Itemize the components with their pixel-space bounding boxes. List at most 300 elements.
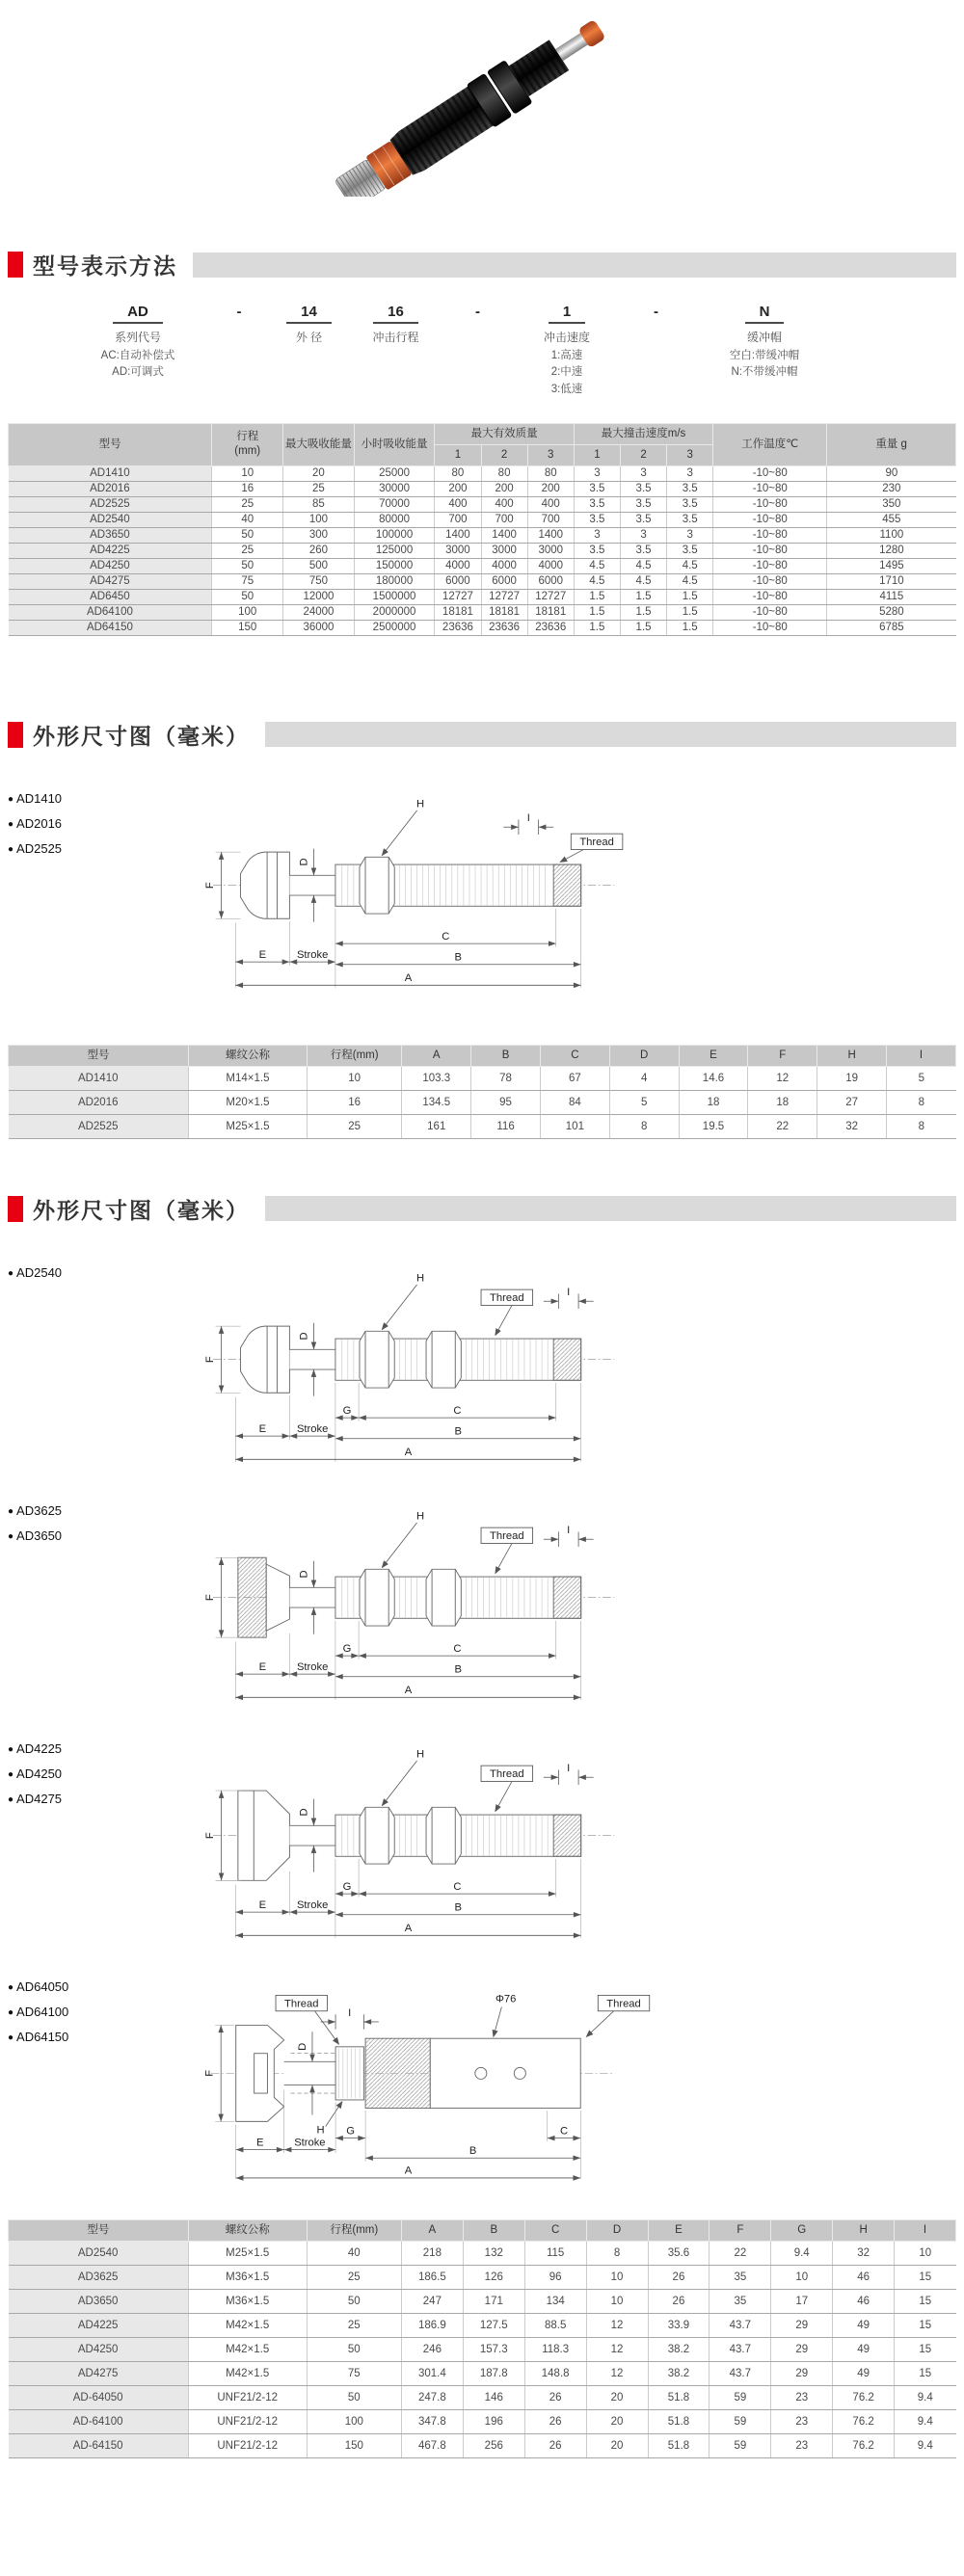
model-cell: AD1410 bbox=[9, 465, 212, 481]
table-row bbox=[9, 2337, 956, 2361]
value-cell: 50 bbox=[212, 558, 283, 573]
model-cell: AD2016 bbox=[9, 1090, 189, 1114]
table-row bbox=[9, 604, 956, 620]
value-cell: 2000000 bbox=[354, 604, 435, 620]
model-cell: AD64100 bbox=[9, 604, 212, 620]
code-notes: 1:高速 2:中速 3:低速 bbox=[550, 350, 583, 395]
value-cell: 350 bbox=[827, 496, 956, 512]
column-header: E bbox=[648, 2219, 710, 2241]
dim-label-stroke: Stroke bbox=[296, 1422, 329, 1435]
drawing-block-1 bbox=[8, 785, 956, 998]
dim-table-1 bbox=[8, 1045, 956, 1139]
drawing2-model-list bbox=[8, 1265, 114, 1290]
column-header: C bbox=[540, 1045, 609, 1066]
dim-label-H: H bbox=[415, 1748, 425, 1761]
value-cell: 88.5 bbox=[524, 2313, 586, 2337]
value-cell: 16 bbox=[212, 481, 283, 496]
column-header: D bbox=[609, 1045, 679, 1066]
column-header: I bbox=[887, 1045, 956, 1066]
value-cell: -10~80 bbox=[713, 543, 827, 558]
value-cell: 3 bbox=[574, 465, 620, 481]
dim-label-H: H bbox=[415, 798, 425, 810]
absorber-outline bbox=[238, 1791, 581, 1880]
dim-label-B: B bbox=[454, 1424, 463, 1437]
value-cell: 23 bbox=[771, 2433, 833, 2457]
value-cell: 134 bbox=[524, 2289, 586, 2313]
value-cell: 36000 bbox=[283, 620, 355, 635]
value-cell: 1.5 bbox=[667, 620, 713, 635]
value-cell: 103.3 bbox=[402, 1066, 471, 1090]
col-sub-5: 2 bbox=[620, 444, 666, 465]
section-title: 外形尺寸图（毫米） bbox=[33, 723, 250, 749]
value-cell: 3.5 bbox=[620, 512, 666, 527]
model-cell: AD6450 bbox=[9, 589, 212, 604]
value-cell: 115 bbox=[524, 2241, 586, 2265]
section-dimensions-2 bbox=[8, 1193, 956, 1225]
section-marker-icon bbox=[8, 252, 23, 278]
dim-label-D: D bbox=[298, 1570, 310, 1579]
value-cell: 40 bbox=[307, 2241, 401, 2265]
column-header: F bbox=[748, 1045, 817, 1066]
value-cell: 148.8 bbox=[524, 2361, 586, 2385]
table-row bbox=[9, 496, 956, 512]
dim-label-A: A bbox=[404, 1446, 413, 1458]
dimension-drawing-ad1410-group bbox=[127, 785, 677, 998]
value-cell: 25 bbox=[307, 1114, 401, 1138]
dim-label-I: I bbox=[567, 1524, 571, 1536]
value-cell: 101 bbox=[540, 1114, 609, 1138]
value-cell: 3 bbox=[667, 527, 713, 543]
dimension-drawing-ad3650-group bbox=[127, 1498, 677, 1711]
table-row bbox=[9, 1114, 956, 1138]
value-cell: 29 bbox=[771, 2337, 833, 2361]
value-cell: 700 bbox=[481, 512, 527, 527]
value-cell: 400 bbox=[435, 496, 481, 512]
value-cell: 78 bbox=[471, 1066, 541, 1090]
value-cell: 59 bbox=[710, 2433, 771, 2457]
absorber-outline bbox=[236, 2025, 581, 2121]
column-header: C bbox=[524, 2219, 586, 2241]
value-cell: -10~80 bbox=[713, 481, 827, 496]
value-cell: 25 bbox=[212, 543, 283, 558]
value-cell: 3 bbox=[667, 465, 713, 481]
value-cell: 6000 bbox=[481, 573, 527, 589]
dim-label-stroke: Stroke bbox=[296, 948, 329, 961]
dim-label-F: F bbox=[203, 1355, 216, 1363]
column-header: A bbox=[402, 1045, 471, 1066]
value-cell: 51.8 bbox=[648, 2409, 710, 2433]
model-cell: AD-64050 bbox=[9, 2385, 189, 2409]
value-cell: 246 bbox=[401, 2337, 463, 2361]
value-cell: 3.5 bbox=[574, 512, 620, 527]
dim-label-D: D bbox=[297, 2042, 309, 2051]
value-cell: 256 bbox=[463, 2433, 524, 2457]
col-stroke-line2: (mm) bbox=[234, 445, 261, 458]
value-cell: 24000 bbox=[283, 604, 355, 620]
column-header: 型号 bbox=[9, 1045, 189, 1066]
value-cell: 12 bbox=[586, 2337, 648, 2361]
dim-label-thread: Thread bbox=[284, 1998, 319, 2010]
dim-label-C: C bbox=[442, 930, 450, 943]
value-cell: 16 bbox=[307, 1090, 401, 1114]
value-cell: 1.5 bbox=[574, 620, 620, 635]
column-header: G bbox=[771, 2219, 833, 2241]
model-cell: AD2540 bbox=[9, 512, 212, 527]
model-code-part bbox=[514, 304, 620, 398]
value-cell: 116 bbox=[471, 1114, 541, 1138]
dim-label-I: I bbox=[348, 2006, 352, 2019]
dim-label-A: A bbox=[404, 971, 413, 984]
dim-label-A: A bbox=[404, 1684, 413, 1696]
dim-label-H: H bbox=[316, 2123, 325, 2136]
value-cell: 8 bbox=[609, 1114, 679, 1138]
value-cell: 200 bbox=[435, 481, 481, 496]
value-cell: 19.5 bbox=[679, 1114, 748, 1138]
col-sub-6: 3 bbox=[667, 444, 713, 465]
value-cell: 20 bbox=[586, 2433, 648, 2457]
value-cell: 18181 bbox=[435, 604, 481, 620]
value-cell: 150 bbox=[307, 2433, 401, 2457]
model-cell: AD4275 bbox=[9, 2361, 189, 2385]
value-cell: 3000 bbox=[435, 543, 481, 558]
value-cell: 300 bbox=[283, 527, 355, 543]
value-cell: 23 bbox=[771, 2385, 833, 2409]
table-row bbox=[9, 543, 956, 558]
value-cell: 8 bbox=[887, 1090, 956, 1114]
value-cell: 1.5 bbox=[620, 620, 666, 635]
model-bullet: ● AD2016 bbox=[8, 816, 114, 831]
value-cell: 80 bbox=[481, 465, 527, 481]
dim-label-B: B bbox=[454, 1662, 463, 1675]
value-cell: 9.4 bbox=[895, 2433, 956, 2457]
value-cell: 400 bbox=[481, 496, 527, 512]
drawing-block-5 bbox=[8, 1974, 956, 2194]
value-cell: -10~80 bbox=[713, 465, 827, 481]
value-cell: 70000 bbox=[354, 496, 435, 512]
table-row bbox=[9, 527, 956, 543]
col-sub-2: 2 bbox=[481, 444, 527, 465]
absorber-outline bbox=[238, 1557, 581, 1637]
value-cell: 43.7 bbox=[710, 2361, 771, 2385]
code-value: N bbox=[745, 304, 785, 324]
value-cell: 10 bbox=[771, 2265, 833, 2289]
dim-label-B: B bbox=[454, 1900, 463, 1913]
model-cell: AD3650 bbox=[9, 2289, 189, 2313]
dim-label-E: E bbox=[258, 1660, 267, 1673]
model-bullet: ● AD64150 bbox=[8, 2030, 114, 2044]
value-cell: 3.5 bbox=[667, 543, 713, 558]
dim-label-F: F bbox=[203, 1593, 216, 1601]
model-code-separator bbox=[442, 304, 514, 398]
dim-label-F: F bbox=[203, 2069, 216, 2077]
value-cell: 1.5 bbox=[574, 589, 620, 604]
dimension-drawing-ad2540 bbox=[127, 1260, 677, 1473]
dim-table-2 bbox=[8, 2219, 956, 2458]
value-cell: 29 bbox=[771, 2313, 833, 2337]
table-row bbox=[9, 2433, 956, 2457]
value-cell: 23636 bbox=[481, 620, 527, 635]
value-cell: 10 bbox=[586, 2289, 648, 2313]
column-header: H bbox=[833, 2219, 895, 2241]
dim-label-stroke: Stroke bbox=[296, 1660, 329, 1673]
value-cell: 4000 bbox=[435, 558, 481, 573]
value-cell: 50 bbox=[212, 527, 283, 543]
value-cell: 20 bbox=[586, 2409, 648, 2433]
value-cell: 15 bbox=[895, 2265, 956, 2289]
dim-label-I: I bbox=[567, 1286, 571, 1298]
value-cell: 80 bbox=[435, 465, 481, 481]
model-code-separator bbox=[210, 304, 268, 398]
table-row bbox=[9, 620, 956, 635]
value-cell: 1500000 bbox=[354, 589, 435, 604]
value-cell: 20 bbox=[283, 465, 355, 481]
value-cell: 76.2 bbox=[833, 2409, 895, 2433]
value-cell: 50 bbox=[307, 2385, 401, 2409]
value-cell: 400 bbox=[527, 496, 574, 512]
value-cell: 18 bbox=[748, 1090, 817, 1114]
dim-label-B: B bbox=[454, 951, 463, 964]
value-cell: 15 bbox=[895, 2361, 956, 2385]
drawing3-model-list bbox=[8, 1503, 114, 1554]
value-cell: 46 bbox=[833, 2265, 895, 2289]
value-cell: 27 bbox=[817, 1090, 887, 1114]
table-row bbox=[9, 1066, 956, 1090]
column-header: 行程(mm) bbox=[307, 1045, 401, 1066]
table-row bbox=[9, 589, 956, 604]
value-cell: 25 bbox=[283, 481, 355, 496]
value-cell: 40 bbox=[212, 512, 283, 527]
value-cell: 1400 bbox=[481, 527, 527, 543]
code-notes: 空白:带缓冲帽 N:不带缓冲帽 bbox=[729, 350, 800, 379]
model-code-part bbox=[350, 304, 442, 398]
value-cell: 150000 bbox=[354, 558, 435, 573]
value-cell: 100 bbox=[283, 512, 355, 527]
value-cell: 25 bbox=[212, 496, 283, 512]
value-cell: 12727 bbox=[481, 589, 527, 604]
value-cell: 50 bbox=[307, 2289, 401, 2313]
code-label: 系列代号 bbox=[114, 331, 161, 344]
value-cell: 3.5 bbox=[667, 481, 713, 496]
value-cell: 200 bbox=[481, 481, 527, 496]
table-row bbox=[9, 1090, 956, 1114]
value-cell: 4.5 bbox=[620, 573, 666, 589]
table-row bbox=[9, 465, 956, 481]
col-sub-3: 3 bbox=[527, 444, 574, 465]
value-cell: 46 bbox=[833, 2289, 895, 2313]
product-photo bbox=[8, 13, 956, 199]
model-bullet: ● AD3650 bbox=[8, 1528, 114, 1543]
value-cell: -10~80 bbox=[713, 512, 827, 527]
column-header: A bbox=[401, 2219, 463, 2241]
value-cell: 3.5 bbox=[667, 496, 713, 512]
value-cell: 6785 bbox=[827, 620, 956, 635]
value-cell: UNF21/2-12 bbox=[188, 2385, 307, 2409]
col-max-energy: 最大吸收能量 bbox=[283, 423, 355, 465]
value-cell: 43.7 bbox=[710, 2337, 771, 2361]
col-sub-1: 1 bbox=[435, 444, 481, 465]
value-cell: 18181 bbox=[481, 604, 527, 620]
model-bullet: ● AD4275 bbox=[8, 1792, 114, 1806]
model-cell: AD4275 bbox=[9, 573, 212, 589]
dim-label-thread: Thread bbox=[606, 1998, 641, 2010]
col-stroke bbox=[212, 423, 283, 465]
dim-label-stroke: Stroke bbox=[296, 1899, 329, 1911]
model-cell: AD-64150 bbox=[9, 2433, 189, 2457]
col-sub-4: 1 bbox=[574, 444, 620, 465]
value-cell: 17 bbox=[771, 2289, 833, 2313]
drawing-block-3 bbox=[8, 1498, 956, 1711]
value-cell: 12727 bbox=[527, 589, 574, 604]
value-cell: 23636 bbox=[527, 620, 574, 635]
dim-label-G: G bbox=[346, 2124, 355, 2137]
value-cell: 260 bbox=[283, 543, 355, 558]
value-cell: 126 bbox=[463, 2265, 524, 2289]
value-cell: 3000 bbox=[481, 543, 527, 558]
table-row bbox=[9, 2385, 956, 2409]
value-cell: 1100 bbox=[827, 527, 956, 543]
model-code-part bbox=[692, 304, 837, 398]
value-cell: 15 bbox=[895, 2289, 956, 2313]
value-cell: -10~80 bbox=[713, 573, 827, 589]
value-cell: -10~80 bbox=[713, 558, 827, 573]
value-cell: 18 bbox=[679, 1090, 748, 1114]
value-cell: 1.5 bbox=[620, 589, 666, 604]
column-header: 螺纹公称 bbox=[188, 1045, 307, 1066]
value-cell: 19 bbox=[817, 1066, 887, 1090]
value-cell: 4 bbox=[609, 1066, 679, 1090]
value-cell: 90 bbox=[827, 465, 956, 481]
value-cell: 6000 bbox=[527, 573, 574, 589]
value-cell: 33.9 bbox=[648, 2313, 710, 2337]
value-cell: 134.5 bbox=[402, 1090, 471, 1114]
value-cell: 1710 bbox=[827, 573, 956, 589]
value-cell: 3 bbox=[620, 465, 666, 481]
value-cell: 186.5 bbox=[401, 2265, 463, 2289]
value-cell: 15 bbox=[895, 2337, 956, 2361]
value-cell: 95 bbox=[471, 1090, 541, 1114]
value-cell: 127.5 bbox=[463, 2313, 524, 2337]
value-cell: 3.5 bbox=[620, 543, 666, 558]
dim-label-C: C bbox=[453, 1880, 462, 1893]
value-cell: 12000 bbox=[283, 589, 355, 604]
value-cell: 80000 bbox=[354, 512, 435, 527]
value-cell: 23636 bbox=[435, 620, 481, 635]
model-cell: AD3625 bbox=[9, 2265, 189, 2289]
column-header: 型号 bbox=[9, 2219, 189, 2241]
column-header: 行程(mm) bbox=[307, 2219, 401, 2241]
value-cell: 22 bbox=[748, 1114, 817, 1138]
value-cell: 5280 bbox=[827, 604, 956, 620]
value-cell: 4.5 bbox=[667, 573, 713, 589]
col-speed-group: 最大撞击速度m/s bbox=[574, 423, 712, 444]
value-cell: 96 bbox=[524, 2265, 586, 2289]
code-value: - bbox=[654, 304, 658, 320]
col-temp: 工作温度℃ bbox=[713, 423, 827, 465]
value-cell: UNF21/2-12 bbox=[188, 2433, 307, 2457]
model-cell: AD3650 bbox=[9, 527, 212, 543]
dim-label-thread: Thread bbox=[490, 1767, 524, 1780]
model-bullet: ● AD1410 bbox=[8, 791, 114, 806]
value-cell: 186.9 bbox=[401, 2313, 463, 2337]
col-stroke-line1: 行程 bbox=[236, 431, 259, 443]
value-cell: 196 bbox=[463, 2409, 524, 2433]
value-cell: 59 bbox=[710, 2385, 771, 2409]
value-cell: -10~80 bbox=[713, 496, 827, 512]
value-cell: 10 bbox=[895, 2241, 956, 2265]
dim-label-thread: Thread bbox=[490, 1529, 524, 1542]
code-value: - bbox=[475, 304, 480, 320]
section-model-method bbox=[8, 249, 956, 280]
model-cell: AD64150 bbox=[9, 620, 212, 635]
value-cell: 4.5 bbox=[574, 573, 620, 589]
dim-label-I: I bbox=[526, 811, 530, 824]
value-cell: 10 bbox=[307, 1066, 401, 1090]
value-cell: M36×1.5 bbox=[188, 2265, 307, 2289]
value-cell: UNF21/2-12 bbox=[188, 2409, 307, 2433]
value-cell: 51.8 bbox=[648, 2433, 710, 2457]
value-cell: 4.5 bbox=[620, 558, 666, 573]
value-cell: 15 bbox=[895, 2313, 956, 2337]
value-cell: 38.2 bbox=[648, 2337, 710, 2361]
model-cell: AD4225 bbox=[9, 543, 212, 558]
col-model: 型号 bbox=[9, 423, 212, 465]
value-cell: 26 bbox=[648, 2289, 710, 2313]
value-cell: 49 bbox=[833, 2361, 895, 2385]
value-cell: 10 bbox=[212, 465, 283, 481]
value-cell: 25 bbox=[307, 2313, 401, 2337]
section-marker-icon bbox=[8, 722, 23, 748]
dim-label-G: G bbox=[342, 1880, 352, 1893]
value-cell: 12 bbox=[586, 2361, 648, 2385]
dim-label-B: B bbox=[469, 2144, 477, 2157]
dimension-drawing-ad4250-group bbox=[127, 1736, 677, 1949]
value-cell: 1.5 bbox=[667, 604, 713, 620]
value-cell: 75 bbox=[212, 573, 283, 589]
value-cell: 700 bbox=[435, 512, 481, 527]
dim-label-H: H bbox=[415, 1272, 425, 1285]
value-cell: 1280 bbox=[827, 543, 956, 558]
code-notes: AC:自动补偿式 AD:可调式 bbox=[100, 350, 175, 379]
value-cell: 161 bbox=[402, 1114, 471, 1138]
model-bullet: ● AD4225 bbox=[8, 1741, 114, 1756]
value-cell: 3000 bbox=[527, 543, 574, 558]
value-cell: 26 bbox=[524, 2385, 586, 2409]
model-cell: AD2016 bbox=[9, 481, 212, 496]
value-cell: 30000 bbox=[354, 481, 435, 496]
section-dimensions-1 bbox=[8, 719, 956, 751]
value-cell: 9.4 bbox=[771, 2241, 833, 2265]
table-row bbox=[9, 573, 956, 589]
dim-label-D: D bbox=[298, 858, 310, 866]
code-value: 16 bbox=[373, 304, 418, 324]
value-cell: 85 bbox=[283, 496, 355, 512]
section-title: 型号表示方法 bbox=[33, 253, 177, 279]
dim-label-H: H bbox=[415, 1510, 425, 1523]
value-cell: M42×1.5 bbox=[188, 2361, 307, 2385]
absorber-photo-group bbox=[330, 13, 613, 197]
drawing1-model-list bbox=[8, 791, 114, 866]
value-cell: M42×1.5 bbox=[188, 2313, 307, 2337]
dim-label-thread: Thread bbox=[579, 836, 614, 848]
value-cell: 38.2 bbox=[648, 2361, 710, 2385]
value-cell: 1.5 bbox=[667, 589, 713, 604]
value-cell: 347.8 bbox=[401, 2409, 463, 2433]
value-cell: M14×1.5 bbox=[188, 1066, 307, 1090]
dim-label-A: A bbox=[404, 2164, 413, 2177]
table-row bbox=[9, 512, 956, 527]
absorber-outline bbox=[240, 1326, 580, 1393]
value-cell: 18181 bbox=[527, 604, 574, 620]
